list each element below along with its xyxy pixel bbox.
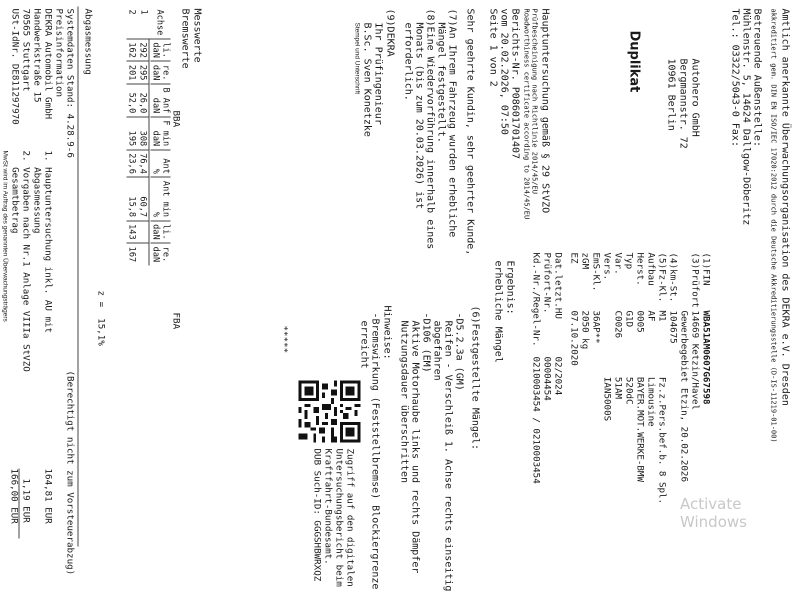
customer-number-value: 0210003454 / 0210003454 [530,356,541,484]
z-value: z = 15,1% [95,290,106,346]
col-header: Ant % [150,149,170,177]
office-label: Betreuende Außenstelle: [751,8,762,147]
recipient-city: 10961 Berlin [665,58,676,131]
recipient-street: Bergmannstr. 72 [677,58,688,149]
first-registration-value: 07.10.2020 [568,310,579,366]
stars-marker: ***** [278,325,289,353]
defect-line: -D5.2.3a (GM) [453,312,464,391]
body-label: Aufbau [645,252,656,286]
fin-label: (1)FIN [700,252,711,286]
stamp-note: Stempel und Unterschrift [353,22,360,94]
defect-line: Nutzungsdauer überschritten [398,320,409,483]
dub-text-line3: Kraftfahrt-Bundesamt. [322,448,333,565]
manufacturer-value: 0005 BAYER.MOT.WERKE-BMW [634,310,645,482]
notice-8-line2: Monats (bis zum 20.03.2026) ist [413,22,424,209]
vat-footnote: (Berechtigt nicht zum Vorsteuerabzug) [64,370,75,575]
notice-7-line1: (7)An Ihrem Fahrzeug wurden erhebliche [446,8,457,237]
location-detail: Gewerbegebiet Etzin, 20.02.2026 [678,310,689,482]
seller-city: 70565 Stuttgart [20,8,31,91]
duplicate-stamp: Duplikat [626,30,641,92]
gross-weight-value: 2050 kg [579,310,590,349]
inspector-name: B.Sc. Sven Konetzke [361,22,372,137]
manufacturer-label: Herst. [634,252,645,286]
mileage-value: 104675 [667,310,678,344]
table-row: 1 292 295 26,0 308 76,4 60,7 [137,6,149,265]
office-phone: Tel.: 03322/5043-0 Fax: [729,8,740,147]
accreditation-line: akkreditiert gem. DIN EN ISO/IEC 17020:2012 durch die Deutsche Akkreditierungsstelle (D-IS-11219-01-00) [769,8,777,443]
type-value: G1D 520dC [623,310,634,405]
exhaust-test-label: Abgasmessung [82,8,93,75]
gross-weight-label: zGM [579,252,590,269]
price-item-sub: Abgasmessung [31,150,42,233]
dub-search-id: DUB Such-ID: GGGSHBWRXQZ [311,448,322,581]
body-value: AF Limousine [645,310,656,427]
col-header: B Anf daN [150,83,170,116]
first-registration-label: EZ [568,252,579,264]
fba-label: FBA [170,312,181,329]
bba-label: BBA [170,110,181,127]
col-header-axle: Achse [149,6,171,38]
vat-note: MwSt wird im Auftrag des genannten Überwachungsträgers [1,150,8,322]
notice-8-line3: erforderlich. [402,22,413,101]
location-label: (3)Prüfort [689,252,700,308]
defects-title: (6)Festgestellte Mängel: [469,305,480,450]
dub-text-line2: Untersuchungsbericht beim [333,448,344,587]
price-item-label: 2. Vorgaben nach Nr.1 Anlage VIIIa StVZO [20,150,31,372]
total-label: Gesamtbetrag [9,150,20,233]
version-label: Vers. [601,252,612,280]
type-label: Typ [623,252,634,269]
total-amount: 166,00 EUR [8,468,19,524]
price-info-title: Preisinformation [53,8,64,97]
notice-8-line1: (8)Eine Wiedervorführung innerhalb eines [424,8,435,249]
last-inspection-value: 02/2024 [552,356,563,395]
measurements-title: Messwerte [191,8,202,63]
brake-values-title: Bremswerte [179,8,190,69]
last-inspection-label: Dat.letzt.HU [552,252,563,319]
col-header: F min daN [150,116,170,149]
inspection-subtitle-en: Roadworthiness certificate according to 2014/45/EU [522,8,530,219]
salutation: Sehr geehrte Kundin, sehr geehrter Kunde, [464,8,475,255]
defect-line: Reifen - Verschleiß 1. Achse rechts einseitig [442,320,453,591]
variant-value: C0026 51AM [612,310,623,399]
variant-label: Var. [612,252,623,275]
price-item-amount: 1,19 EUR [20,478,31,523]
emission-class-label: EmS-Kl. [590,252,601,291]
customer-number-label: Kd.-Nr./Regel-Nr. [530,252,541,347]
dub-qr-code[interactable] [298,380,360,442]
qr-code-icon [298,380,360,442]
version-value: IAN5000S [601,310,612,421]
vehicle-class-label: (5)Fz-Kl. [656,252,667,302]
inspection-title: Hauptuntersuchung gemäß § 29 StVZO [539,8,550,213]
office-address: Mühlenstr. 5, 14624 Dallgow-Döberitz [740,8,751,225]
notice-7-line2: Mängel festgestellt. [435,22,446,143]
seller-tax-id: USt-IdNr. DE811297970 [9,8,20,125]
org-header: Amtlich anerkannte Überwachungsorganisation des DEKRA e.V. Dresden [779,8,790,406]
system-version: Systemdaten Stand: 4.28.9-6 [64,8,75,158]
inspector-role: Ihr Prüfingenieur [372,22,383,125]
price-item-label: 1. Hauptuntersuchung inkl. AU mit [42,150,53,333]
activate-windows-watermark: Activate Windows [680,495,747,531]
table-row: 2 162 201 52,0 195 23,6 15,8 143 167 [126,6,137,265]
col-header: re. daN [150,246,170,262]
seller-street: Handwerkstraße 15 [31,8,42,103]
report-page: Seite 1 von 2 [487,8,498,87]
result-value: erhebliche Mängel [492,260,503,363]
col-header: li. daN [150,220,170,243]
fin-value: WBA51AM0607G67598 [700,310,711,405]
inspection-subtitle-de: Prüfbescheinigung nach Richtlinie 2014/45/EU [530,8,538,194]
col-header: li. daN [150,38,170,61]
recipient-name: Autohero GmbH [689,58,700,137]
mileage-label: (4)km-St. [667,252,678,302]
emission-class-value: 36AP** [590,310,601,344]
note-line: -Bremswirkung (Feststellbremse) Blockiergrenze [369,312,380,589]
seller-name: DEKRA Automobil GmbH [42,8,53,119]
brake-table [126,6,170,265]
inspector-org: (9)DEKRA [384,8,395,57]
result-label: Ergebnis: [504,260,515,315]
defect-line: abgefahren [431,320,442,381]
defect-line: Aktive Motorhaube links und rechts Dämpfer [409,320,420,573]
report-number: Berichts-Nr. P08601701407 [509,8,520,159]
dub-text-line1: Zugriff auf den digitalen [344,448,355,587]
note-line: erreicht [358,320,369,369]
defect-line: -D106 (EM) [420,312,431,373]
location-value: 14669 Ketzin/Havel [689,310,700,410]
report-date: vom 20.02.2026, 07:50 [498,8,509,135]
col-header: re. daN [150,61,170,84]
col-header: Ant min % [150,177,170,220]
vehicle-class-value: M1 Fz.z.Pers.bef.b. 8 Spl. [656,310,667,504]
test-site-value: 00004454 [541,356,552,401]
test-site-label: Prüfort-Nr. [541,252,552,313]
divider [77,6,78,546]
price-item-amount: 164,81 EUR [42,468,53,524]
notes-title: Hinweise: [381,305,392,360]
